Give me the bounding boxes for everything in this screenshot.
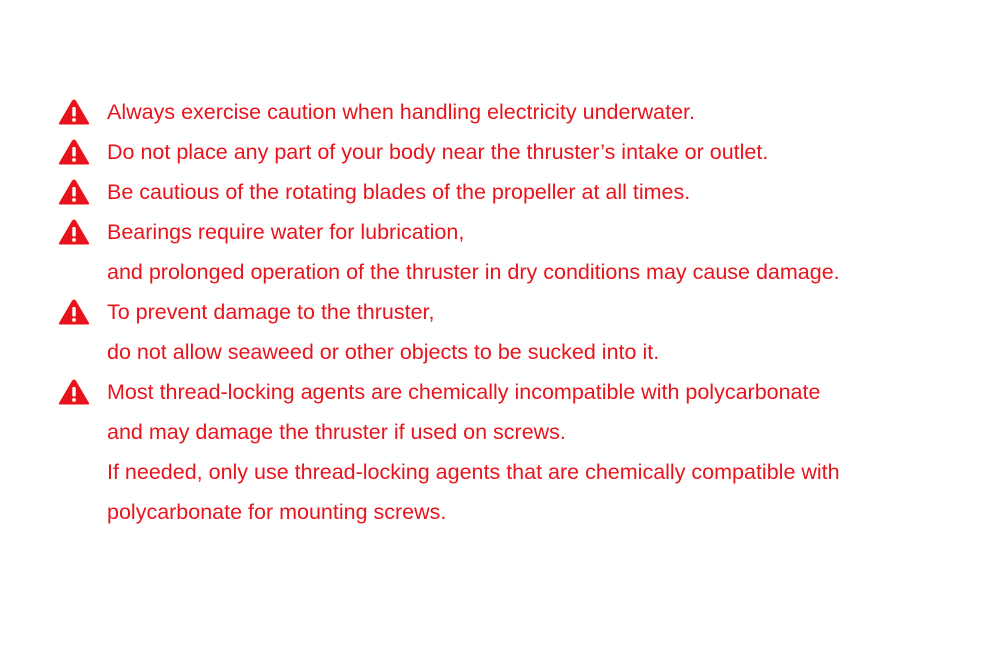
warning-line: Always exercise caution when handling electricity underwater. <box>107 100 695 124</box>
exclamation-dot <box>72 238 76 242</box>
warning-triangle-icon <box>58 92 90 132</box>
warning-triangle-icon <box>58 172 90 212</box>
warning-item <box>58 172 978 212</box>
warning-line: and may damage the thruster if used on screws. <box>107 420 566 444</box>
warning-text <box>107 132 768 172</box>
exclamation-dot <box>72 198 76 202</box>
warning-item <box>58 372 978 532</box>
warning-line: and prolonged operation of the thruster in dry conditions may cause damage. <box>107 260 840 284</box>
exclamation-dot <box>72 118 76 122</box>
warning-line: Most thread-locking agents are chemically incompatible with polycarbonate <box>107 380 821 404</box>
exclamation-dot <box>72 158 76 162</box>
warning-line: do not allow seaweed or other objects to be sucked into it. <box>107 340 660 364</box>
warning-triangle-icon <box>58 132 90 172</box>
warning-line: Be cautious of the rotating blades of the propeller at all times. <box>107 180 691 204</box>
warning-item <box>58 292 978 372</box>
warning-item <box>58 212 978 292</box>
exclamation-bar <box>72 227 75 237</box>
exclamation-dot <box>72 398 76 402</box>
warning-line: Bearings require water for lubrication, <box>107 220 465 244</box>
warning-text <box>107 372 840 532</box>
warning-list <box>58 92 978 532</box>
warning-item <box>58 132 978 172</box>
warning-line: polycarbonate for mounting screws. <box>107 500 447 524</box>
exclamation-bar <box>72 187 75 197</box>
warning-item <box>58 92 978 132</box>
warning-text <box>107 292 659 372</box>
warning-triangle-icon <box>58 212 90 252</box>
exclamation-bar <box>72 147 75 157</box>
exclamation-bar <box>72 387 75 397</box>
warning-line: If needed, only use thread-locking agents that are chemically compatible with <box>107 460 840 484</box>
warning-line: Do not place any part of your body near the thruster’s intake or outlet. <box>107 140 769 164</box>
exclamation-bar <box>72 107 75 117</box>
exclamation-dot <box>72 318 76 322</box>
exclamation-bar <box>72 307 75 317</box>
warning-triangle-icon <box>58 372 90 412</box>
warning-line: To prevent damage to the thruster, <box>107 300 435 324</box>
warning-text <box>107 212 840 292</box>
warning-text <box>107 172 690 212</box>
warning-triangle-icon <box>58 292 90 332</box>
warning-text <box>107 92 695 132</box>
